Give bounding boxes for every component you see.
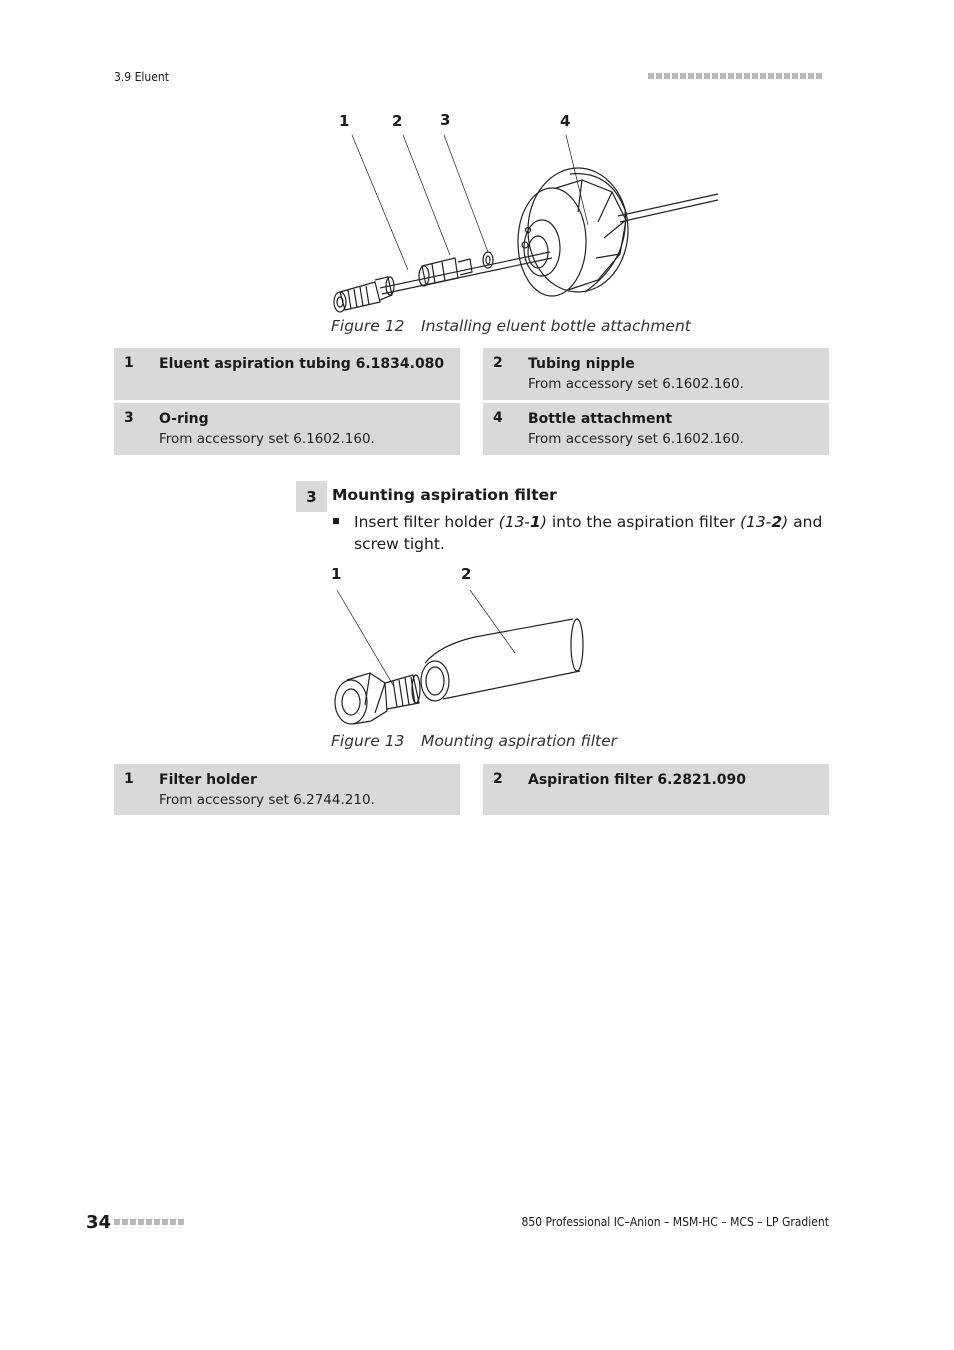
fig12-label-4: 4 bbox=[560, 112, 571, 130]
legend-number: 2 bbox=[493, 355, 503, 371]
section-header: 3.9 Eluent bbox=[114, 70, 169, 84]
ref-open: (13- bbox=[498, 513, 531, 531]
fig12-label-1: 1 bbox=[339, 112, 350, 130]
fig12-legend-item-3 bbox=[114, 403, 460, 455]
step-instruction bbox=[354, 511, 834, 555]
ref-close: ) bbox=[782, 513, 789, 531]
step-number: 3 bbox=[296, 481, 327, 512]
fig12-legend-item-1 bbox=[114, 348, 460, 400]
legend-subtitle: From accessory set 6.1602.160. bbox=[528, 431, 744, 447]
legend-title: Eluent aspiration tubing 6.1834.080 bbox=[159, 356, 445, 372]
bullet-marker bbox=[333, 518, 339, 524]
fig12-bottle-attachment-drawing bbox=[320, 130, 730, 315]
step-title: Mounting aspiration filter bbox=[332, 486, 557, 504]
fig12-label-2: 2 bbox=[392, 112, 403, 130]
fig12-label-3: 3 bbox=[440, 111, 451, 129]
document-title: 850 Professional IC–Anion – MSM-HC – MCS – LP Gradient bbox=[521, 1215, 829, 1229]
legend-number: 2 bbox=[493, 771, 503, 787]
instruction-text: into the aspiration filter bbox=[546, 513, 740, 531]
footer-decoration bbox=[114, 1219, 184, 1225]
legend-subtitle: From accessory set 6.2744.210. bbox=[159, 792, 375, 808]
fig13-label-2: 2 bbox=[461, 565, 472, 583]
header-decoration bbox=[648, 73, 822, 79]
fig12-caption bbox=[331, 317, 691, 335]
legend-title: Filter holder bbox=[159, 772, 257, 788]
fig13-caption-number: Figure 13 bbox=[331, 732, 405, 750]
legend-number: 3 bbox=[124, 410, 134, 426]
ref-item: 1 bbox=[530, 513, 541, 531]
fig12-legend-item-4 bbox=[483, 403, 829, 455]
ref-close: ) bbox=[540, 513, 547, 531]
legend-title: Aspiration filter 6.2821.090 bbox=[528, 772, 746, 788]
ref-item: 2 bbox=[771, 513, 783, 531]
fig12-caption-text: Installing eluent bottle attachment bbox=[421, 317, 691, 335]
fig13-aspiration-filter-drawing bbox=[325, 585, 595, 730]
instruction-text: and screw tight. bbox=[354, 513, 823, 553]
fig13-legend-item-1 bbox=[114, 764, 460, 815]
ref-open: (13- bbox=[740, 513, 772, 531]
fig12-caption-number: Figure 12 bbox=[331, 317, 405, 335]
legend-title: O-ring bbox=[159, 411, 209, 427]
fig12-legend-item-2 bbox=[483, 348, 829, 400]
legend-number: 1 bbox=[124, 771, 134, 787]
legend-number: 1 bbox=[124, 355, 134, 371]
legend-title: Tubing nipple bbox=[528, 356, 635, 372]
fig13-caption bbox=[331, 732, 617, 750]
legend-subtitle: From accessory set 6.1602.160. bbox=[159, 431, 375, 447]
instruction-text: Insert filter holder bbox=[354, 513, 499, 531]
fig13-label-1: 1 bbox=[331, 565, 342, 583]
fig13-caption-text: Mounting aspiration filter bbox=[421, 732, 617, 750]
fig13-legend-item-2 bbox=[483, 764, 829, 815]
legend-number: 4 bbox=[493, 410, 503, 426]
page-number: 34 bbox=[86, 1212, 112, 1233]
legend-subtitle: From accessory set 6.1602.160. bbox=[528, 376, 744, 392]
legend-title: Bottle attachment bbox=[528, 411, 673, 427]
